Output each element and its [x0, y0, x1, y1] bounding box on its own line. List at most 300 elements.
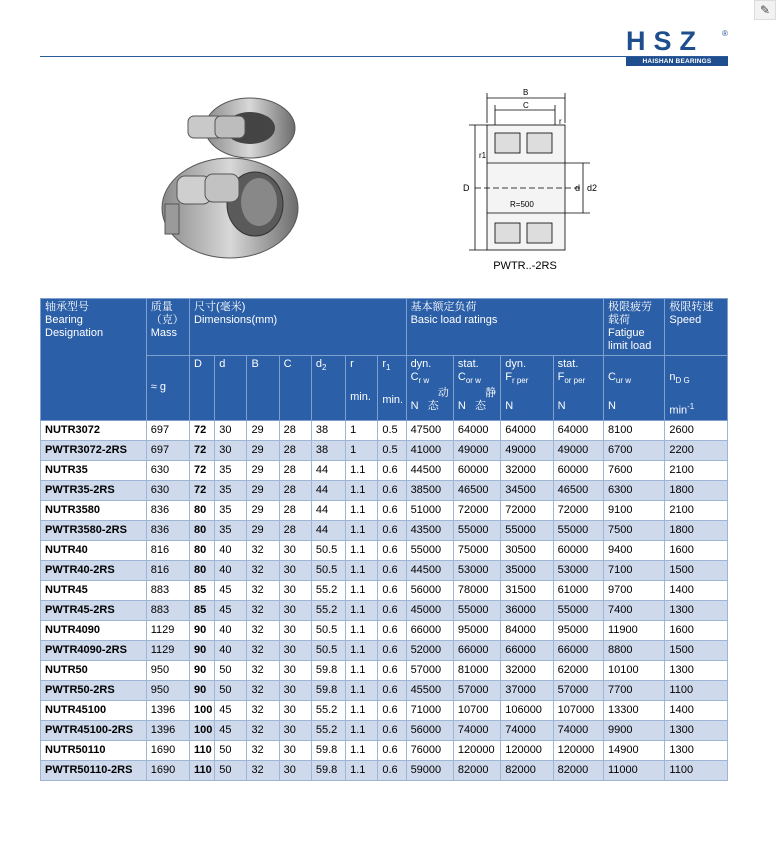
table-cell: 62000	[553, 660, 603, 680]
table-cell: 35	[215, 480, 247, 500]
table-cell: 0.6	[378, 520, 406, 540]
table-cell: 66000	[501, 640, 553, 660]
table-cell: 11000	[603, 760, 664, 780]
table-cell: 0.5	[378, 440, 406, 460]
table-cell: 1129	[146, 620, 189, 640]
table-cell: 6300	[603, 480, 664, 500]
table-cell: 50	[215, 740, 247, 760]
table-cell: 80	[190, 500, 215, 520]
brand-logo	[626, 27, 728, 66]
table-cell: 82000	[453, 760, 500, 780]
table-cell: 697	[146, 420, 189, 440]
table-cell: 7500	[603, 520, 664, 540]
table-row	[41, 460, 728, 480]
table-row	[41, 560, 728, 580]
table-cell: 110	[190, 740, 215, 760]
table-cell: 1300	[665, 740, 728, 760]
bearing-designation: PWTR45100-2RS	[41, 720, 147, 740]
table-cell: 50.5	[311, 640, 345, 660]
table-row	[41, 480, 728, 500]
bearing-designation: PWTR35-2RS	[41, 480, 147, 500]
table-cell: 59.8	[311, 740, 345, 760]
bearing-designation: PWTR3072-2RS	[41, 440, 147, 460]
table-cell: 30	[279, 580, 311, 600]
table-cell: 76000	[406, 740, 453, 760]
table-cell: 29	[247, 480, 279, 500]
table-cell: 0.5	[378, 420, 406, 440]
table-cell: 0.6	[378, 760, 406, 780]
table-cell: 30	[279, 700, 311, 720]
table-cell: 51000	[406, 500, 453, 520]
table-cell: 0.6	[378, 480, 406, 500]
table-cell: 75000	[453, 540, 500, 560]
table-cell: 2200	[665, 440, 728, 460]
table-cell: 1396	[146, 700, 189, 720]
table-cell: 836	[146, 520, 189, 540]
table-cell: 0.6	[378, 640, 406, 660]
table-cell: 29	[247, 460, 279, 480]
header-mass-unit: ≈ g	[146, 356, 189, 421]
table-cell: 28	[279, 460, 311, 480]
table-cell: 0.6	[378, 560, 406, 580]
table-cell: 81000	[453, 660, 500, 680]
table-cell: 72000	[553, 500, 603, 520]
table-cell: 55.2	[311, 720, 345, 740]
drawing-label-D: D	[463, 183, 470, 193]
table-row	[41, 420, 728, 440]
header-row-1	[41, 299, 728, 356]
header-mass: 质量（克） Mass	[146, 299, 189, 356]
table-cell: 1	[346, 440, 378, 460]
table-cell: 60000	[553, 460, 603, 480]
table-cell: 816	[146, 540, 189, 560]
table-cell: 30	[279, 760, 311, 780]
header-col-d: d	[215, 356, 247, 421]
table-cell: 1.1	[346, 640, 378, 660]
table-cell: 1100	[665, 680, 728, 700]
table-cell: 816	[146, 560, 189, 580]
table-cell: 44	[311, 480, 345, 500]
table-cell: 60000	[453, 460, 500, 480]
table-cell: 35000	[501, 560, 553, 580]
bearing-designation: PWTR3580-2RS	[41, 520, 147, 540]
table-cell: 1.1	[346, 620, 378, 640]
table-cell: 32	[247, 560, 279, 580]
table-cell: 72	[190, 460, 215, 480]
table-cell: 36000	[501, 600, 553, 620]
table-cell: 9700	[603, 580, 664, 600]
table-cell: 49000	[453, 440, 500, 460]
table-cell: 60000	[553, 540, 603, 560]
table-cell: 1.1	[346, 720, 378, 740]
table-cell: 45500	[406, 680, 453, 700]
table-row	[41, 760, 728, 780]
table-cell: 80	[190, 520, 215, 540]
table-row	[41, 620, 728, 640]
brand-name: HSZ	[626, 26, 704, 56]
table-cell: 30	[279, 600, 311, 620]
drawing-label-C: C	[523, 101, 529, 110]
table-cell: 10700	[453, 700, 500, 720]
table-cell: 35	[215, 500, 247, 520]
table-cell: 0.6	[378, 580, 406, 600]
table-row	[41, 740, 728, 760]
table-cell: 84000	[501, 620, 553, 640]
bearing-designation: NUTR40	[41, 540, 147, 560]
table-cell: 120000	[501, 740, 553, 760]
table-cell: 0.6	[378, 660, 406, 680]
table-cell: 32	[247, 740, 279, 760]
table-cell: 7400	[603, 600, 664, 620]
table-cell: 31500	[501, 580, 553, 600]
table-cell: 2100	[665, 460, 728, 480]
table-cell: 50	[215, 660, 247, 680]
table-cell: 80	[190, 540, 215, 560]
table-cell: 32	[247, 540, 279, 560]
table-row	[41, 700, 728, 720]
table-cell: 38	[311, 420, 345, 440]
table-cell: 1.1	[346, 700, 378, 720]
table-cell: 1.1	[346, 500, 378, 520]
table-cell: 32	[247, 680, 279, 700]
bearing-designation: NUTR3580	[41, 500, 147, 520]
table-cell: 0.6	[378, 700, 406, 720]
table-cell: 30	[279, 720, 311, 740]
table-cell: 30	[279, 660, 311, 680]
table-cell: 40	[215, 620, 247, 640]
table-cell: 61000	[553, 580, 603, 600]
table-cell: 30	[279, 620, 311, 640]
table-cell: 32	[247, 620, 279, 640]
table-cell: 0.6	[378, 680, 406, 700]
table-cell: 11900	[603, 620, 664, 640]
table-cell: 85	[190, 580, 215, 600]
table-cell: 40	[215, 540, 247, 560]
table-cell: 8800	[603, 640, 664, 660]
table-cell: 1.1	[346, 460, 378, 480]
bearing-designation: PWTR40-2RS	[41, 560, 147, 580]
table-cell: 100	[190, 700, 215, 720]
table-row	[41, 440, 728, 460]
table-cell: 35	[215, 460, 247, 480]
table-cell: 13300	[603, 700, 664, 720]
table-cell: 46500	[453, 480, 500, 500]
table-cell: 1690	[146, 760, 189, 780]
table-cell: 57000	[553, 680, 603, 700]
table-cell: 45	[215, 600, 247, 620]
drawing-label-d2: d2	[587, 183, 598, 193]
table-cell: 2600	[665, 420, 728, 440]
header-col-C: C	[279, 356, 311, 421]
table-cell: 0.6	[378, 460, 406, 480]
bearing-designation: NUTR50	[41, 660, 147, 680]
table-cell: 30	[279, 540, 311, 560]
table-cell: 1.1	[346, 760, 378, 780]
table-cell: 30	[279, 640, 311, 660]
table-cell: 1300	[665, 720, 728, 740]
table-cell: 40	[215, 640, 247, 660]
table-cell: 28	[279, 440, 311, 460]
table-cell: 1600	[665, 540, 728, 560]
table-cell: 1300	[665, 660, 728, 680]
table-cell: 66000	[453, 640, 500, 660]
header-divider	[40, 56, 728, 57]
table-row	[41, 500, 728, 520]
table-cell: 55.2	[311, 580, 345, 600]
drawing-label-d: d	[575, 183, 581, 193]
table-cell: 1129	[146, 640, 189, 660]
table-cell: 30	[279, 680, 311, 700]
table-cell: 8100	[603, 420, 664, 440]
table-cell: 45	[215, 700, 247, 720]
table-cell: 32	[247, 700, 279, 720]
table-cell: 1800	[665, 480, 728, 500]
table-cell: 41000	[406, 440, 453, 460]
table-cell: 100	[190, 720, 215, 740]
table-cell: 66000	[406, 620, 453, 640]
brand-subtitle: HAISHAN BEARINGS	[626, 57, 728, 66]
table-cell: 38	[311, 440, 345, 460]
table-row	[41, 520, 728, 540]
table-cell: 72	[190, 420, 215, 440]
table-cell: 883	[146, 580, 189, 600]
table-cell: 32	[247, 580, 279, 600]
header-col-ndg: $n_{D G}$ $\min^{-1}$	[665, 356, 728, 421]
bearing-designation: PWTR50-2RS	[41, 680, 147, 700]
drawing-caption: PWTR..-2RS	[493, 260, 557, 272]
table-cell: 1600	[665, 620, 728, 640]
table-cell: 1.1	[346, 600, 378, 620]
table-cell: 72	[190, 480, 215, 500]
table-cell: 30	[215, 440, 247, 460]
table-cell: 72000	[453, 500, 500, 520]
header-col-dyn-cr: dyn. $C_{r w}$ 动 N 态	[406, 356, 453, 421]
table-cell: 1500	[665, 560, 728, 580]
table-row	[41, 680, 728, 700]
table-cell: 1100	[665, 760, 728, 780]
header-col-d2: $d_2$	[311, 356, 345, 421]
table-cell: 80	[190, 560, 215, 580]
table-cell: 1500	[665, 640, 728, 660]
table-cell: 1.1	[346, 480, 378, 500]
table-cell: 55000	[453, 600, 500, 620]
table-cell: 120000	[553, 740, 603, 760]
table-cell: 28	[279, 420, 311, 440]
table-cell: 82000	[553, 760, 603, 780]
bearing-designation: NUTR45	[41, 580, 147, 600]
table-cell: 44	[311, 500, 345, 520]
table-cell: 71000	[406, 700, 453, 720]
bearing-designation: NUTR3072	[41, 420, 147, 440]
table-cell: 1400	[665, 580, 728, 600]
table-cell: 55000	[453, 520, 500, 540]
table-cell: 49000	[553, 440, 603, 460]
table-cell: 55000	[501, 520, 553, 540]
header-col-r: r min.	[346, 356, 378, 421]
table-cell: 44	[311, 460, 345, 480]
header-load: 基本额定负荷 Basic load ratings	[406, 299, 603, 356]
table-cell: 64000	[453, 420, 500, 440]
spec-table	[40, 298, 728, 781]
table-cell: 44500	[406, 560, 453, 580]
table-cell: 35	[215, 520, 247, 540]
table-cell: 0.6	[378, 740, 406, 760]
table-cell: 9900	[603, 720, 664, 740]
table-cell: 32000	[501, 460, 553, 480]
table-cell: 29	[247, 420, 279, 440]
table-cell: 1396	[146, 720, 189, 740]
table-cell: 9100	[603, 500, 664, 520]
header-dimensions: 尺寸(毫米) Dimensions(mm)	[190, 299, 407, 356]
table-cell: 120000	[453, 740, 500, 760]
table-cell: 6700	[603, 440, 664, 460]
table-cell: 1	[346, 420, 378, 440]
table-cell: 630	[146, 480, 189, 500]
table-cell: 32	[247, 760, 279, 780]
table-cell: 72000	[501, 500, 553, 520]
table-cell: 43500	[406, 520, 453, 540]
table-cell: 72	[190, 440, 215, 460]
table-cell: 66000	[553, 640, 603, 660]
table-cell: 85	[190, 600, 215, 620]
table-cell: 57000	[406, 660, 453, 680]
table-cell: 30500	[501, 540, 553, 560]
table-cell: 59.8	[311, 760, 345, 780]
table-cell: 1.1	[346, 740, 378, 760]
table-row	[41, 640, 728, 660]
bearing-designation: PWTR4090-2RS	[41, 640, 147, 660]
table-cell: 47500	[406, 420, 453, 440]
table-cell: 50.5	[311, 540, 345, 560]
table-cell: 59.8	[311, 660, 345, 680]
table-cell: 32	[247, 600, 279, 620]
table-cell: 10100	[603, 660, 664, 680]
bearing-designation: NUTR35	[41, 460, 147, 480]
table-cell: 57000	[453, 680, 500, 700]
table-cell: 1.1	[346, 680, 378, 700]
table-cell: 950	[146, 680, 189, 700]
table-cell: 55.2	[311, 600, 345, 620]
bearing-designation: NUTR4090	[41, 620, 147, 640]
table-cell: 52000	[406, 640, 453, 660]
table-cell: 45	[215, 720, 247, 740]
table-cell: 45	[215, 580, 247, 600]
drawing-label-B: B	[523, 88, 529, 97]
table-cell: 7700	[603, 680, 664, 700]
table-cell: 0.6	[378, 500, 406, 520]
table-row	[41, 580, 728, 600]
bearing-designation: PWTR50110-2RS	[41, 760, 147, 780]
table-cell: 56000	[406, 580, 453, 600]
table-cell: 1.1	[346, 660, 378, 680]
table-cell: 28	[279, 520, 311, 540]
table-cell: 59.8	[311, 680, 345, 700]
table-cell: 59000	[406, 760, 453, 780]
table-cell: 30	[215, 420, 247, 440]
edit-icon[interactable]: ✎	[754, 0, 776, 20]
table-cell: 1.1	[346, 580, 378, 600]
table-cell: 697	[146, 440, 189, 460]
table-cell: 40	[215, 560, 247, 580]
header-fatigue: 极限疲劳载荷 Fatigue limit load	[603, 299, 664, 356]
table-cell: 64000	[553, 420, 603, 440]
table-cell: 55000	[406, 540, 453, 560]
table-row	[41, 540, 728, 560]
table-cell: 0.6	[378, 720, 406, 740]
table-cell: 0.6	[378, 600, 406, 620]
table-cell: 883	[146, 600, 189, 620]
drawing-label-r1: r1	[479, 151, 487, 160]
table-cell: 1690	[146, 740, 189, 760]
table-cell: 32	[247, 660, 279, 680]
table-cell: 44	[311, 520, 345, 540]
header-col-stat-for: stat. $F_{or per}$ N	[553, 356, 603, 421]
table-cell: 34500	[501, 480, 553, 500]
spec-table-body	[41, 420, 728, 780]
header-col-cur: $C_{ur w}$ N	[603, 356, 664, 421]
table-cell: 107000	[553, 700, 603, 720]
table-cell: 0.6	[378, 620, 406, 640]
table-cell: 95000	[553, 620, 603, 640]
table-cell: 82000	[501, 760, 553, 780]
table-cell: 90	[190, 680, 215, 700]
header-designation: 轴承型号 Bearing Designation	[41, 299, 147, 421]
bearing-designation: NUTR50110	[41, 740, 147, 760]
table-cell: 90	[190, 660, 215, 680]
table-cell: 29	[247, 440, 279, 460]
table-cell: 95000	[453, 620, 500, 640]
bearing-designation: NUTR45100	[41, 700, 147, 720]
table-cell: 30	[279, 740, 311, 760]
bearing-designation: PWTR45-2RS	[41, 600, 147, 620]
table-cell: 29	[247, 500, 279, 520]
header-col-stat-cor: stat. $C_{or w}$ 静 N 态	[453, 356, 500, 421]
table-cell: 28	[279, 500, 311, 520]
bearing-drawing	[455, 83, 605, 283]
header-speed: 极限转速 Speed	[665, 299, 728, 356]
table-cell: 1.1	[346, 560, 378, 580]
table-cell: 55.2	[311, 700, 345, 720]
table-cell: 9400	[603, 540, 664, 560]
drawing-label-r: r	[559, 117, 562, 126]
table-cell: 7100	[603, 560, 664, 580]
table-cell: 64000	[501, 420, 553, 440]
table-cell: 1.1	[346, 540, 378, 560]
table-cell: 14900	[603, 740, 664, 760]
table-cell: 110	[190, 760, 215, 780]
table-cell: 49000	[501, 440, 553, 460]
table-cell: 53000	[453, 560, 500, 580]
table-cell: 1.1	[346, 520, 378, 540]
bearing-photo	[155, 86, 305, 266]
table-cell: 44500	[406, 460, 453, 480]
header-col-r1: $r_1$ min.	[378, 356, 406, 421]
table-cell: 32000	[501, 660, 553, 680]
drawing-label-R: R=500	[510, 200, 534, 209]
table-cell: 90	[190, 640, 215, 660]
table-row	[41, 660, 728, 680]
table-cell: 32	[247, 640, 279, 660]
table-cell: 32	[247, 720, 279, 740]
table-cell: 74000	[453, 720, 500, 740]
table-cell: 106000	[501, 700, 553, 720]
table-cell: 55000	[553, 600, 603, 620]
table-row	[41, 720, 728, 740]
table-cell: 45000	[406, 600, 453, 620]
table-cell: 37000	[501, 680, 553, 700]
table-cell: 50.5	[311, 560, 345, 580]
table-cell: 46500	[553, 480, 603, 500]
